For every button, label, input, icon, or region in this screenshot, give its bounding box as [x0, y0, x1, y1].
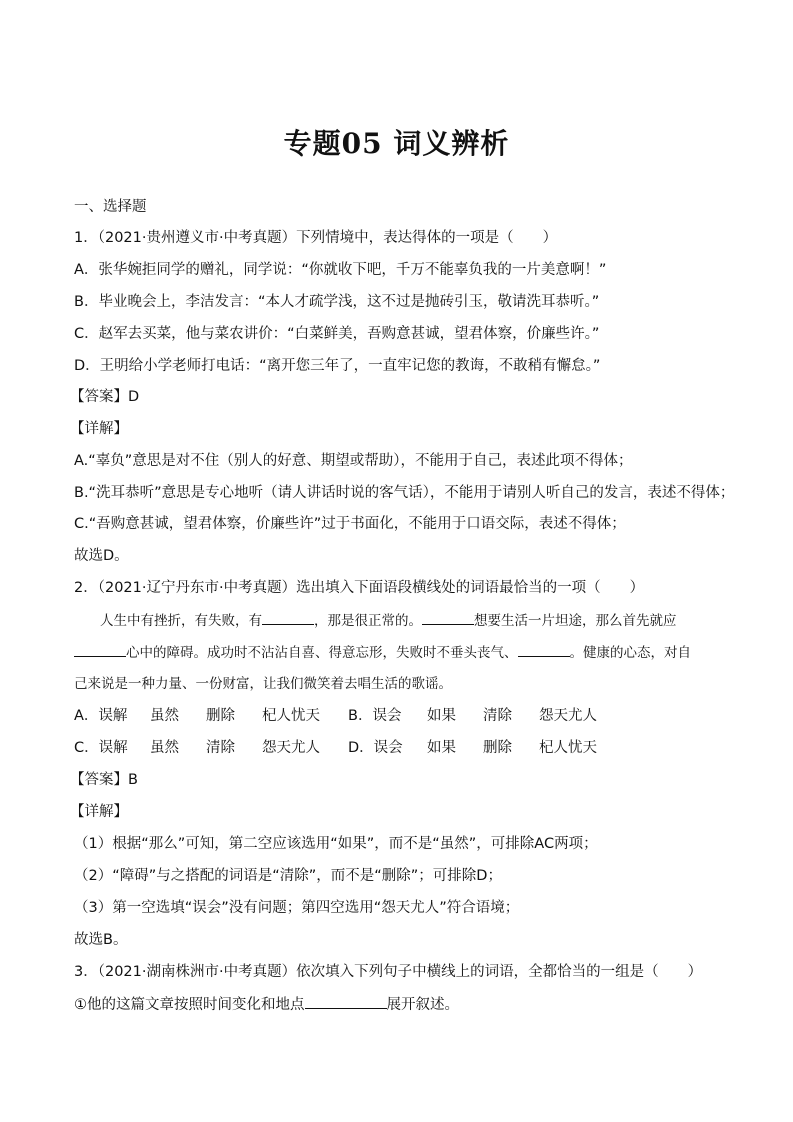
q2-option-a-word: 删除	[206, 708, 235, 724]
fill-blank	[305, 994, 387, 1009]
q2-option-d-word: 删除	[483, 740, 512, 756]
q2-option-a-label: A．误解	[74, 708, 128, 724]
q2-option-a-word: 杞人忧天	[262, 708, 320, 724]
q1-explain-c: C.“吾购意甚诚，望君体察，价廉些许”过于书面化，不能用于口语交际，表述不得体；	[74, 516, 626, 532]
q1-stem: 1．（2021·贵州遵义市·中考真题）下列情境中，表达得体的一项是（ ）	[74, 230, 558, 246]
q2-option-c-label: C．误解	[74, 740, 128, 756]
q3-stem: 3．（2021·湖南株洲市·中考真题）依次填入下列句子中横线上的词语，全都恰当的一组是（ ）	[74, 964, 703, 980]
q2-passage-text: ，那是很正常的。	[314, 613, 422, 629]
q2-explain-1: （1）根据“那么”可知，第二空应该选用“如果”，而不是“虽然”，可排除AC两项；	[74, 836, 598, 852]
q2-option-c-word: 怨天尤人	[262, 740, 320, 756]
q2-stem: 2．（2021·辽宁丹东市·中考真题）选出填入下面语段横线处的词语最恰当的一项（ ）	[74, 580, 645, 596]
q2-option-d-label: D．误会	[348, 740, 403, 756]
q1-explain-a: A.“辜负”意思是对不住（别人的好意、期望或帮助），不能用于自己，表述此项不得体；	[74, 453, 633, 469]
q2-passage-text: 。健康的心态，对自	[569, 645, 691, 661]
q2-option-a-word: 虽然	[150, 708, 179, 724]
q2-option-c-word: 清除	[206, 740, 235, 756]
q3-sentence-text: 展开叙述。	[386, 997, 459, 1013]
q2-conclusion: 故选B。	[74, 932, 128, 948]
q2-option-b-word: 清除	[483, 708, 512, 724]
fill-blank-2	[422, 610, 474, 625]
q2-option-b-word: 如果	[427, 708, 456, 724]
section-heading: 一、选择题	[74, 199, 147, 215]
q1-conclusion: 故选D。	[74, 548, 129, 564]
q2-passage-line-1	[100, 610, 677, 631]
q2-detail-label: 【详解】	[70, 804, 128, 820]
q2-passage-text: 心中的障碍。成功时不沾沾自喜、得意忘形，失败时不垂头丧气、	[126, 645, 518, 661]
q3-sentence-1	[74, 994, 459, 1015]
fill-blank-3	[74, 642, 126, 657]
q1-option-d: D．王明给小学老师打电话：“离开您三年了，一直牢记您的教诲，不敢稍有懈怠。”	[74, 358, 601, 374]
q2-passage-text: 想要生活一片坦途，那么首先就应	[474, 613, 677, 629]
q3-sentence-text: ①他的这篇文章按照时间变化和地点	[74, 997, 305, 1013]
page-title: 专题05 词义辨析	[283, 127, 510, 160]
q2-option-d-word: 如果	[427, 740, 456, 756]
fill-blank-1	[262, 610, 314, 625]
q2-option-b-label: B．误会	[348, 708, 402, 724]
q2-explain-2: （2）“障碍”与之搭配的词语是“清除”，而不是“删除”；可排除D；	[74, 868, 502, 884]
q2-answer: 【答案】B	[70, 772, 138, 788]
q1-option-a: A．张华婉拒同学的赠礼，同学说：“你就收下吧，千万不能辜负我的一片美意啊！”	[74, 262, 607, 278]
q2-option-b-word: 怨天尤人	[539, 708, 597, 724]
fill-blank-4	[518, 642, 570, 657]
q2-passage-text: 人生中有挫折，有失败，有	[100, 613, 262, 629]
q2-option-c-word: 虽然	[150, 740, 179, 756]
q1-option-c: C．赵军去买菜，他与菜农讲价：“白菜鲜美，吾购意甚诚，望君体察，价廉些许。”	[74, 326, 600, 342]
q1-option-b: B．毕业晚会上，李洁发言：“本人才疏学浅，这不过是抛砖引玉，敬请洗耳恭听。”	[74, 294, 600, 310]
q2-option-d-word: 杞人忧天	[539, 740, 597, 756]
q2-explain-3: （3）第一空选填“误会”没有问题；第四空选用“怨天尤人”符合语境；	[74, 900, 520, 916]
q2-passage-line-3: 己来说是一种力量、一份财富，让我们微笑着去唱生活的歌谣。	[74, 676, 452, 692]
q2-passage-line-2	[74, 642, 691, 663]
q1-explain-b: B.“洗耳恭听”意思是专心地听（请人讲话时说的客气话），不能用于请别人听自己的发言，表述不得体；	[74, 485, 735, 501]
q1-answer: 【答案】D	[70, 389, 140, 405]
q1-detail-label: 【详解】	[70, 421, 128, 437]
